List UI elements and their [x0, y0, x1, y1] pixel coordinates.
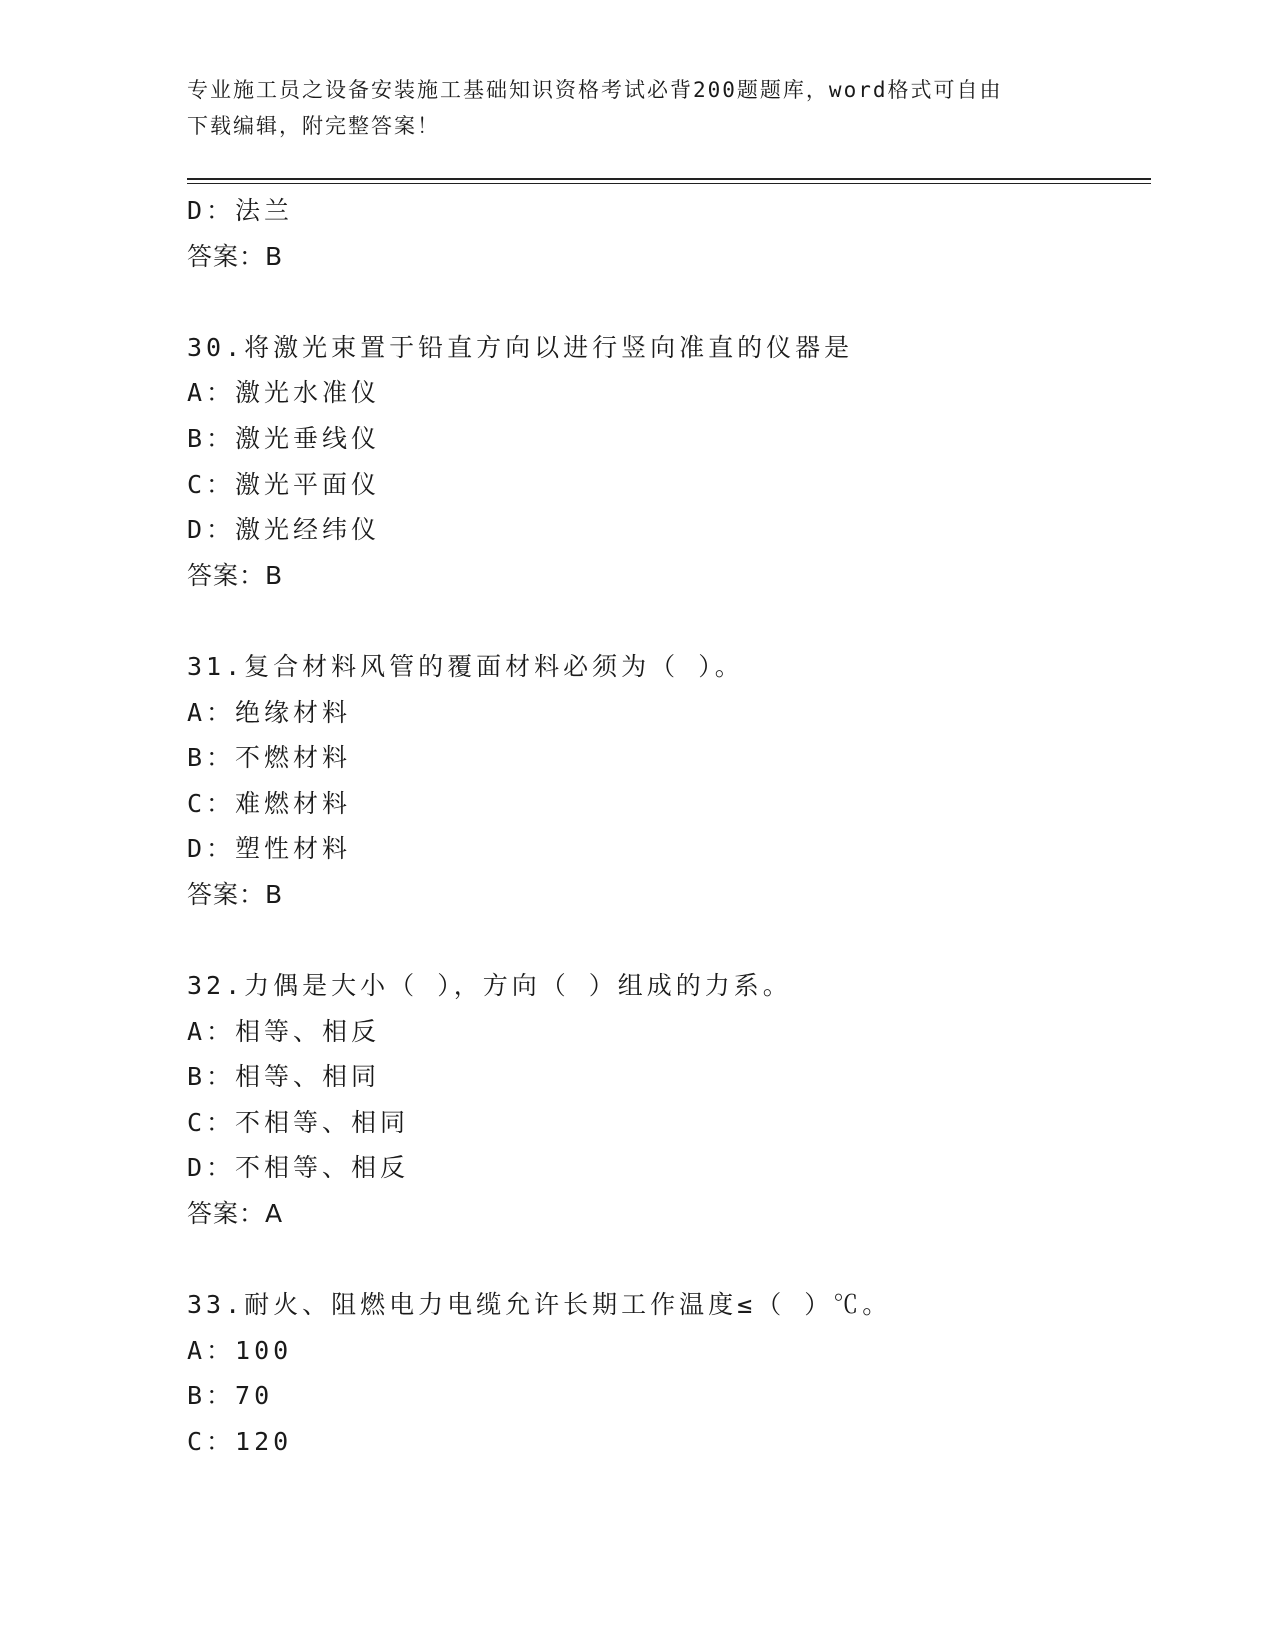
- answer: 答案：A: [187, 1199, 284, 1229]
- spacer: [187, 918, 1147, 964]
- header-line-2: 下载编辑，附完整答案！: [187, 114, 440, 138]
- header-divider-thick: [187, 178, 1151, 180]
- option-b: B：70: [187, 1381, 274, 1411]
- option-c: C：激光平面仪: [187, 469, 381, 499]
- prev-answer: 答案：B: [187, 241, 284, 271]
- option-c: C：难燃材料: [187, 788, 352, 818]
- question-stem: 32.力偶是大小（ ），方向（ ）组成的力系。: [187, 971, 792, 1001]
- question-stem: 30.将激光束置于铅直方向以进行竖向准直的仪器是: [187, 332, 854, 362]
- option-a: A：相等、相反: [187, 1016, 381, 1046]
- option-d: D：激光经纬仪: [187, 515, 381, 545]
- spacer: [187, 279, 1147, 325]
- header-line-1: 专业施工员之设备安装施工基础知识资格考试必背200题题库，word格式可自由: [187, 78, 1003, 102]
- header-divider-thin: [187, 183, 1151, 184]
- option-b: B：激光垂线仪: [187, 423, 381, 453]
- spacer: [187, 598, 1147, 644]
- prev-option-d: D：法兰: [187, 196, 294, 225]
- option-d: D：塑性材料: [187, 834, 352, 864]
- option-b: B：相等、相同: [187, 1062, 381, 1092]
- question-stem: 31.复合材料风管的覆面材料必须为（ ）。: [187, 651, 744, 681]
- answer: 答案：B: [187, 879, 284, 909]
- option-a: A：绝缘材料: [187, 697, 352, 727]
- option-c: C：不相等、相同: [187, 1107, 410, 1137]
- option-a: A：100: [187, 1335, 293, 1365]
- document-header: [187, 72, 1087, 144]
- question-list: [187, 188, 1147, 1465]
- answer: 答案：B: [187, 560, 284, 590]
- option-c: C：120: [187, 1427, 293, 1457]
- option-d: D：不相等、相反: [187, 1153, 410, 1183]
- option-a: A：激光水准仪: [187, 378, 381, 408]
- option-b: B：不燃材料: [187, 743, 352, 773]
- spacer: [187, 1237, 1147, 1283]
- question-stem: 33.耐火、阻燃电力电缆允许长期工作温度≤（ ）℃。: [187, 1290, 892, 1320]
